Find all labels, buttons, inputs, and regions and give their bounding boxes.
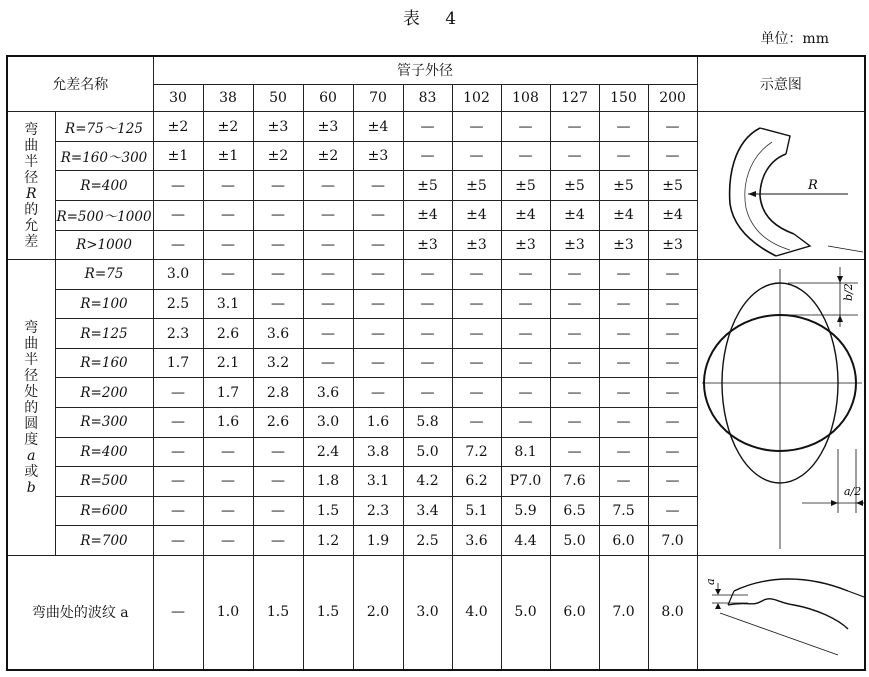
value-cell: — <box>648 467 697 497</box>
value-cell: ±4 <box>599 200 648 230</box>
label-char: 径 <box>24 169 39 186</box>
value-cell: — <box>648 289 697 319</box>
value-cell: 2.6 <box>203 319 253 349</box>
value-cell: — <box>353 378 403 408</box>
value-cell: — <box>599 319 648 349</box>
value-cell: — <box>452 112 501 142</box>
value-cell: — <box>501 319 550 349</box>
value-cell: — <box>648 348 697 378</box>
ovality-diagram-cell <box>697 260 865 556</box>
value-cell: — <box>253 171 303 201</box>
value-cell: — <box>253 437 303 467</box>
value-cell: — <box>153 408 203 438</box>
value-cell: — <box>153 378 203 408</box>
value-cell: 1.5 <box>303 555 353 670</box>
value-cell: 6.2 <box>452 467 501 497</box>
value-cell: — <box>648 141 697 171</box>
diameter-header: 108 <box>501 84 550 111</box>
value-cell: — <box>403 348 452 378</box>
value-cell: ±3 <box>550 230 599 260</box>
value-cell: 2.3 <box>153 319 203 349</box>
label-char: 差 <box>24 233 39 250</box>
condition-cell: R=400 <box>55 171 153 201</box>
value-cell: 3.0 <box>303 408 353 438</box>
value-cell: — <box>253 496 303 526</box>
condition-cell: R=500 <box>55 467 153 497</box>
label-char: 或 <box>24 463 39 480</box>
value-cell: 2.1 <box>203 348 253 378</box>
value-cell: — <box>599 112 648 142</box>
value-cell: — <box>599 141 648 171</box>
value-cell: 7.0 <box>599 555 648 670</box>
diameter-header: 70 <box>353 84 403 111</box>
value-cell: — <box>153 171 203 201</box>
value-cell: — <box>550 319 599 349</box>
value-cell: — <box>599 348 648 378</box>
value-cell: — <box>203 526 253 556</box>
value-cell: P7.0 <box>501 467 550 497</box>
value-cell: — <box>501 408 550 438</box>
value-cell: — <box>501 141 550 171</box>
header-row-1 <box>7 56 865 84</box>
value-cell: — <box>303 319 353 349</box>
label-char: 曲 <box>24 137 39 154</box>
value-cell: — <box>501 348 550 378</box>
value-cell: ±3 <box>452 230 501 260</box>
value-cell: 2.3 <box>353 496 403 526</box>
name-column-header: 允差名称 <box>7 56 153 112</box>
diameter-header: 200 <box>648 84 697 111</box>
value-cell: — <box>353 289 403 319</box>
value-cell: — <box>452 378 501 408</box>
section-radius-label <box>7 112 55 260</box>
value-cell: — <box>253 200 303 230</box>
value-cell: ±4 <box>403 200 452 230</box>
value-cell: — <box>203 171 253 201</box>
value-cell: ±3 <box>648 230 697 260</box>
value-cell: 1.8 <box>303 467 353 497</box>
value-cell: 3.6 <box>452 526 501 556</box>
value-cell: ±5 <box>599 171 648 201</box>
table-row <box>7 260 865 290</box>
value-cell: ±4 <box>353 112 403 142</box>
value-cell: 5.0 <box>403 437 452 467</box>
value-cell: — <box>353 171 403 201</box>
value-cell: ±5 <box>452 171 501 201</box>
value-cell: — <box>203 496 253 526</box>
condition-cell: R=300 <box>55 408 153 438</box>
value-cell: — <box>353 348 403 378</box>
value-cell: 5.8 <box>403 408 452 438</box>
value-cell: 6.5 <box>550 496 599 526</box>
label-char: 弯 <box>24 319 39 336</box>
value-cell: — <box>403 289 452 319</box>
wave-diagram <box>698 557 864 667</box>
value-cell: 5.9 <box>501 496 550 526</box>
value-cell: 4.2 <box>403 467 452 497</box>
value-cell: 7.6 <box>550 467 599 497</box>
value-cell: — <box>501 112 550 142</box>
value-cell: 1.7 <box>203 378 253 408</box>
wave-diagram-cell <box>697 555 865 670</box>
diameter-header: 102 <box>452 84 501 111</box>
value-cell: — <box>303 260 353 290</box>
value-cell: — <box>353 319 403 349</box>
value-cell: ±4 <box>452 200 501 230</box>
value-cell: — <box>550 141 599 171</box>
value-cell: — <box>403 378 452 408</box>
diameter-header: 83 <box>403 84 452 111</box>
label-char: 的 <box>24 399 39 416</box>
value-cell: — <box>203 260 253 290</box>
value-cell: ±3 <box>501 230 550 260</box>
label-char: R <box>25 185 37 202</box>
value-cell: — <box>253 289 303 319</box>
value-cell: — <box>303 171 353 201</box>
value-cell: ±2 <box>303 141 353 171</box>
label-char: 径 <box>24 367 39 384</box>
condition-cell: R=200 <box>55 378 153 408</box>
value-cell: — <box>153 437 203 467</box>
label-char: 处 <box>24 383 39 400</box>
diameter-header: 150 <box>599 84 648 111</box>
value-cell: 3.8 <box>353 437 403 467</box>
diameter-header: 127 <box>550 84 599 111</box>
section-ovality-label <box>7 260 55 556</box>
value-cell: ±3 <box>353 141 403 171</box>
value-cell: 5.1 <box>452 496 501 526</box>
diagram-column-header: 示意图 <box>697 56 865 112</box>
value-cell: — <box>203 230 253 260</box>
value-cell: — <box>501 260 550 290</box>
value-cell: — <box>648 437 697 467</box>
value-cell: — <box>353 230 403 260</box>
half-a-label: a/2 <box>843 484 861 498</box>
value-cell: 1.5 <box>303 496 353 526</box>
radius-label: R <box>807 177 818 193</box>
value-cell: — <box>599 260 648 290</box>
value-cell: — <box>403 141 452 171</box>
label-char: 的 <box>24 201 39 218</box>
condition-cell: R=100 <box>55 289 153 319</box>
value-cell: 3.0 <box>403 555 452 670</box>
value-cell: 1.5 <box>253 555 303 670</box>
value-cell: ±2 <box>253 141 303 171</box>
table-row <box>7 555 865 670</box>
value-cell: — <box>253 526 303 556</box>
value-cell: 7.5 <box>599 496 648 526</box>
condition-cell: R=400 <box>55 437 153 467</box>
value-cell: — <box>203 437 253 467</box>
value-cell: — <box>648 319 697 349</box>
value-cell: — <box>648 260 697 290</box>
value-cell: — <box>303 348 353 378</box>
label-char: a <box>27 447 36 464</box>
value-cell: — <box>648 408 697 438</box>
value-cell: — <box>452 260 501 290</box>
diameter-group-header: 管子外径 <box>153 56 697 84</box>
value-cell: ±4 <box>648 200 697 230</box>
label-char: b <box>26 479 36 496</box>
value-cell: 5.0 <box>501 555 550 670</box>
value-cell: — <box>303 200 353 230</box>
value-cell: — <box>452 319 501 349</box>
value-cell: 1.6 <box>203 408 253 438</box>
value-cell: — <box>648 112 697 142</box>
table-title: 表 4 <box>402 9 467 29</box>
diameter-header: 50 <box>253 84 303 111</box>
value-cell: ±4 <box>550 200 599 230</box>
value-cell: 2.0 <box>353 555 403 670</box>
value-cell: ±5 <box>501 171 550 201</box>
condition-cell: R>1000 <box>55 230 153 260</box>
value-cell: — <box>648 496 697 526</box>
value-cell: 3.1 <box>203 289 253 319</box>
value-cell: — <box>153 526 203 556</box>
value-cell: 3.6 <box>303 378 353 408</box>
bend-radius-diagram <box>698 114 864 258</box>
table-row <box>7 112 865 142</box>
value-cell: 2.5 <box>153 289 203 319</box>
value-cell: ±2 <box>203 112 253 142</box>
diameter-header: 60 <box>303 84 353 111</box>
value-cell: ±1 <box>203 141 253 171</box>
value-cell: — <box>153 555 203 670</box>
value-cell: — <box>153 496 203 526</box>
condition-cell: R=160 <box>55 348 153 378</box>
value-cell: 6.0 <box>599 526 648 556</box>
value-cell: 7.2 <box>452 437 501 467</box>
value-cell: — <box>403 319 452 349</box>
value-cell: 3.0 <box>153 260 203 290</box>
value-cell: — <box>550 378 599 408</box>
value-cell: — <box>599 408 648 438</box>
value-cell: — <box>452 289 501 319</box>
value-cell: — <box>153 230 203 260</box>
value-cell: 3.6 <box>253 319 303 349</box>
value-cell: — <box>452 348 501 378</box>
value-cell: 3.2 <box>253 348 303 378</box>
value-cell: — <box>452 408 501 438</box>
label-char: 圆 <box>24 415 39 432</box>
label-char: 度 <box>24 431 39 448</box>
value-cell: 2.6 <box>253 408 303 438</box>
value-cell: — <box>550 437 599 467</box>
value-cell: — <box>599 437 648 467</box>
ovality-diagram <box>698 263 864 553</box>
value-cell: 3.1 <box>353 467 403 497</box>
value-cell: 5.0 <box>550 526 599 556</box>
value-cell: — <box>550 289 599 319</box>
value-cell: — <box>403 112 452 142</box>
value-cell: — <box>403 260 452 290</box>
value-cell: — <box>253 260 303 290</box>
diameter-header: 38 <box>203 84 253 111</box>
value-cell: — <box>353 200 403 230</box>
tolerance-table <box>6 55 866 671</box>
value-cell: — <box>452 141 501 171</box>
value-cell: ±3 <box>253 112 303 142</box>
value-cell: ±5 <box>648 171 697 201</box>
value-cell: — <box>153 200 203 230</box>
value-cell: 3.4 <box>403 496 452 526</box>
value-cell: 1.7 <box>153 348 203 378</box>
value-cell: — <box>599 289 648 319</box>
wave-label: a <box>703 578 717 586</box>
value-cell: — <box>203 467 253 497</box>
value-cell: — <box>153 467 203 497</box>
condition-cell: R=75 <box>55 260 153 290</box>
value-cell: — <box>599 467 648 497</box>
value-cell: — <box>353 260 403 290</box>
diameter-header: 30 <box>153 84 203 111</box>
radius-diagram-cell <box>697 112 865 260</box>
value-cell: — <box>253 467 303 497</box>
condition-cell: R=500～1000 <box>55 200 153 230</box>
value-cell: — <box>501 378 550 408</box>
value-cell: 1.2 <box>303 526 353 556</box>
label-char: 半 <box>24 351 39 368</box>
value-cell: ±5 <box>403 171 452 201</box>
value-cell: — <box>303 230 353 260</box>
value-cell: — <box>501 289 550 319</box>
label-char: 弯 <box>24 121 39 138</box>
value-cell: ±5 <box>550 171 599 201</box>
value-cell: — <box>303 289 353 319</box>
value-cell: — <box>550 260 599 290</box>
value-cell: 4.4 <box>501 526 550 556</box>
condition-cell: R=600 <box>55 496 153 526</box>
value-cell: — <box>550 112 599 142</box>
label-char: 允 <box>24 217 39 234</box>
value-cell: 7.0 <box>648 526 697 556</box>
value-cell: ±4 <box>501 200 550 230</box>
value-cell: ±3 <box>599 230 648 260</box>
value-cell: 6.0 <box>550 555 599 670</box>
value-cell: — <box>550 348 599 378</box>
value-cell: ±1 <box>153 141 203 171</box>
half-b-label: b/2 <box>841 282 855 301</box>
value-cell: 1.0 <box>203 555 253 670</box>
unit-label: 单位：mm <box>760 31 829 47</box>
value-cell: 2.8 <box>253 378 303 408</box>
wave-row-label: 弯曲处的波纹 a <box>7 555 153 670</box>
value-cell: — <box>203 200 253 230</box>
value-cell: 1.9 <box>353 526 403 556</box>
value-cell: 1.6 <box>353 408 403 438</box>
value-cell: 8.1 <box>501 437 550 467</box>
value-cell: 2.4 <box>303 437 353 467</box>
value-cell: 8.0 <box>648 555 697 670</box>
condition-cell: R=160～300 <box>55 141 153 171</box>
value-cell: ±2 <box>153 112 203 142</box>
value-cell: 2.5 <box>403 526 452 556</box>
value-cell: — <box>550 408 599 438</box>
label-char: 半 <box>24 153 39 170</box>
value-cell: 4.0 <box>452 555 501 670</box>
value-cell: — <box>599 378 648 408</box>
condition-cell: R=125 <box>55 319 153 349</box>
value-cell: ±3 <box>403 230 452 260</box>
value-cell: ±3 <box>303 112 353 142</box>
value-cell: — <box>253 230 303 260</box>
value-cell: — <box>648 378 697 408</box>
label-char: 曲 <box>24 335 39 352</box>
condition-cell: R=75～125 <box>55 112 153 142</box>
condition-cell: R=700 <box>55 526 153 556</box>
